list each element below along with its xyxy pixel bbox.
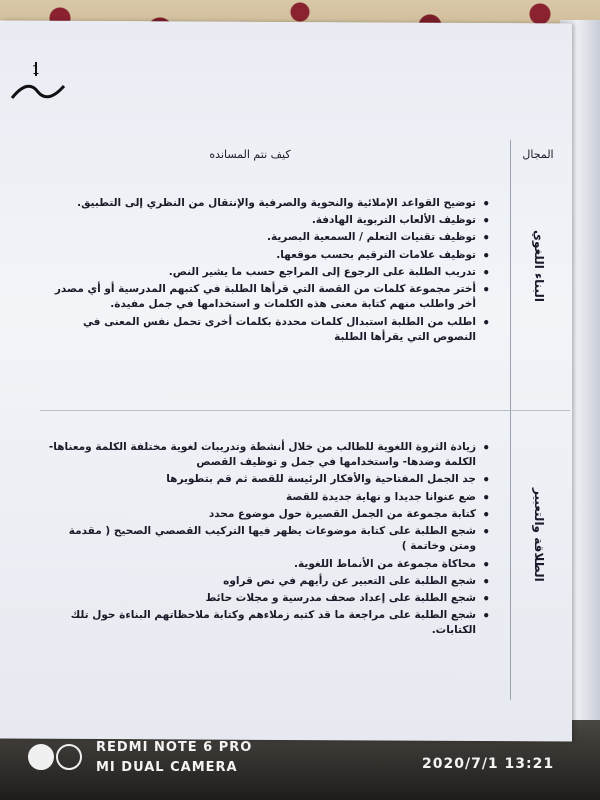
- list-item: • شجع الطلبة على مراجعة ما قد كتبه زملاءهم وكتابة ملاحظاتهم البناءة حول تلك الكتابات.: [40, 608, 490, 638]
- list-item: • جد الجمل المفتاحية والأفكار الرئيسة للقصة ثم قم بتطويرها: [40, 472, 490, 487]
- list-item: • شجع الطلبة على إعداد صحف مدرسية و مجلات حائط: [40, 591, 490, 606]
- list-item: • توظيف علامات الترقيم بحسب موقعها.: [40, 248, 490, 263]
- list-item: • تدريب الطلبة على الرجوع إلى المراجع حسب ما يشير النص.: [40, 265, 490, 280]
- list-item: • توضيح القواعد الإملائية والنحوية والصرفية والإنتقال من النظري إلى التطبيق.: [40, 196, 490, 211]
- list-item: • اطلب من الطلبة استبدال كلمات محددة بكلمات أخرى تحمل نفس المعنى في النصوص التي يقرأها الطلبة: [40, 315, 490, 345]
- header-field: المجال: [522, 148, 554, 161]
- table-divider-horizontal: [40, 410, 570, 411]
- section1-list: [40, 196, 490, 347]
- corner-mark-text: 1: [32, 63, 40, 77]
- section-label-fluency-expression: الطلاقة والتعبير: [532, 488, 546, 582]
- list-item: • شجع الطلبة على كتابة موضوعات يظهر فيها التركيب القصصي الصحيح ( مقدمة ومتن وخاتمة ): [40, 524, 490, 554]
- list-item: • أختر مجموعة كلمات من القصة التي قرأها الطلبة في كتبهم المدرسية أو أي مصدر أخر واطلب منهم كتابة معنى هذه الكلمات و استخدامها في جمل مفيدة.: [40, 282, 490, 312]
- list-item: • توظيف الألعاب التربوية الهادفة.: [40, 213, 490, 228]
- list-item: • محاكاة مجموعة من الأنماط اللغوية.: [40, 557, 490, 572]
- list-item: • شجع الطلبة على التعبير عن رأيهم في نص قراوه: [40, 574, 490, 589]
- section2-list: [40, 440, 490, 641]
- section-label-language-building: البناء اللغوي: [532, 230, 546, 303]
- camera-logo-icon: [28, 744, 88, 772]
- list-item: • ضع عنوانا جديدا و نهاية جديدة للقصة: [40, 490, 490, 505]
- handwritten-mark-icon: [8, 58, 68, 118]
- list-item: • زيادة الثروة اللغوية للطالب من خلال أنشطة وتدريبات لغوية مختلفة الكلمة ومعناها- الكلمة وضدها- واستخدامها في جمل و توظيف القصص: [40, 440, 490, 470]
- header-support: كيف نتم المسانده: [209, 148, 291, 161]
- photo-timestamp: 2020/7/1 13:21: [422, 756, 555, 772]
- watermark-camera: MI DUAL CAMERA: [96, 760, 238, 775]
- watermark-model: REDMI NOTE 6 PRO: [96, 740, 253, 755]
- list-item: • كتابة مجموعة من الجمل القصيرة حول موضوع محدد: [40, 507, 490, 522]
- list-item: • توظيف تقنيات التعلم / السمعية البصرية.: [40, 230, 490, 245]
- table-divider-vertical: [510, 140, 511, 700]
